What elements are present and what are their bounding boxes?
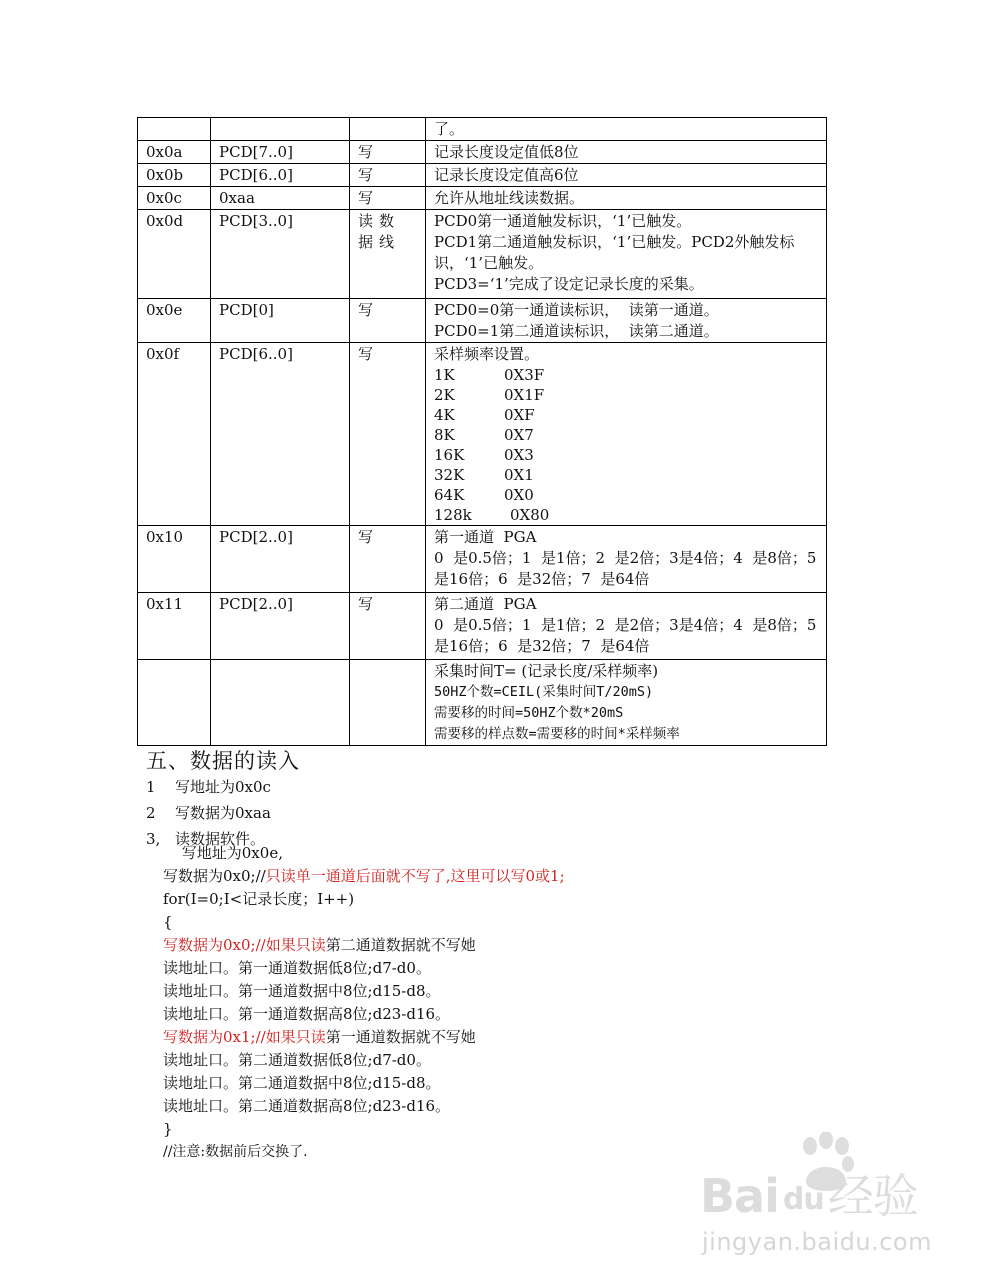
code-text: 写数据为0x0;// <box>163 867 266 885</box>
cell-mode: 写 <box>350 526 426 593</box>
cell-mode: 读数据线 <box>350 210 426 299</box>
cell-desc <box>426 141 827 164</box>
desc-line: 允许从地址线读数据。 <box>434 189 585 207</box>
freq-row <box>434 445 820 465</box>
cell-field: PCD[2..0] <box>211 593 350 660</box>
cell-addr: 0x0a <box>138 141 211 164</box>
freq-key: 1K <box>434 366 455 384</box>
desc-line: PCD0第一通道触发标识，‘1’已触发。 <box>434 212 692 230</box>
cell-addr <box>138 118 211 141</box>
cell-addr: 0x0f <box>138 343 211 526</box>
freq-value: 0X3 <box>504 446 534 464</box>
step-number: 3, <box>146 830 161 848</box>
table-row <box>138 141 827 164</box>
cell-addr: 0x0d <box>138 210 211 299</box>
freq-key: 4K <box>434 406 455 424</box>
code-highlight: 只读单一通道后面就不写了,这里可以写0或1; <box>265 867 565 885</box>
register-table <box>137 117 827 746</box>
cell-desc <box>426 164 827 187</box>
cell-field <box>211 118 350 141</box>
cell-mode: 写 <box>350 343 426 526</box>
watermark-brand <box>700 1160 918 1226</box>
freq-row <box>434 365 820 385</box>
freq-row <box>434 405 820 425</box>
watermark <box>700 1130 950 1270</box>
watermark-url: jingyan.baidu.com <box>702 1228 932 1256</box>
table-row <box>138 660 827 746</box>
cell-mode <box>350 118 426 141</box>
section-title: 五、数据的读入 <box>146 749 300 773</box>
code-line: 写地址为0x0e, <box>177 844 283 862</box>
code-block <box>163 842 565 1141</box>
cell-desc <box>426 118 827 141</box>
freq-key: 2K <box>434 386 455 404</box>
freq-value: 0X0 <box>504 486 534 504</box>
code-line <box>163 1026 565 1049</box>
freq-key: 64K <box>434 486 465 504</box>
freq-row <box>434 385 820 405</box>
table-row <box>138 118 827 141</box>
code-line: } <box>163 1120 173 1138</box>
code-line: 读地址口。第二通道数据低8位;d7-d0。 <box>163 1051 431 1069</box>
code-text: 第一通道数据就不写她 <box>325 1028 476 1046</box>
code-line: { <box>163 913 173 931</box>
code-highlight: 写数据为0x0;//如果只读 <box>163 936 326 954</box>
cell-field: PCD[7..0] <box>211 141 350 164</box>
cell-desc <box>426 299 827 343</box>
desc-line: PCD3=‘1’完成了设定记录长度的采集。 <box>434 275 704 293</box>
cell-mode <box>350 660 426 746</box>
freq-key: 8K <box>434 426 455 444</box>
desc-line: 采集时间T= (记录长度/采样频率) <box>434 662 659 680</box>
cell-desc <box>426 187 827 210</box>
brand-text: 经验 <box>827 1169 918 1223</box>
cell-mode: 写 <box>350 593 426 660</box>
desc-line: 采样频率设置。 <box>434 345 540 363</box>
cell-desc <box>426 210 827 299</box>
table-row <box>138 164 827 187</box>
desc-line: PCD0=1第二通道读标识， 读第二通道。 <box>434 322 719 340</box>
desc-line: 了。 <box>434 120 465 138</box>
cell-mode: 写 <box>350 299 426 343</box>
step-text: 写数据为0xaa <box>175 804 271 822</box>
freq-key: 16K <box>434 446 465 464</box>
steps-list <box>146 774 271 852</box>
cell-desc <box>426 343 827 526</box>
code-line: for(I=0;I<记录长度；I++) <box>163 890 355 908</box>
cell-addr: 0x0b <box>138 164 211 187</box>
desc-line: 50HZ个数=CEIL(采集时间T/20mS) <box>434 684 654 700</box>
cell-field: PCD[6..0] <box>211 164 350 187</box>
code-text: 第二通道数据就不写她 <box>325 936 476 954</box>
cell-field: PCD[6..0] <box>211 343 350 526</box>
freq-row <box>434 485 820 505</box>
freq-value: 0X3F <box>504 366 545 384</box>
code-line: 读地址口。第一通道数据高8位;d23-d16。 <box>163 1005 451 1023</box>
code-line <box>163 934 565 957</box>
freq-key: 128k <box>434 506 472 524</box>
desc-line: 第二通道 PGA <box>434 595 537 613</box>
cell-addr: 0x0c <box>138 187 211 210</box>
freq-key: 32K <box>434 466 465 484</box>
desc-line: 0 是0.5倍；1 是1倍；2 是2倍；3是4倍；4 是8倍；5是16倍；6 是32倍；7 是64倍 <box>434 549 817 588</box>
desc-line: 0 是0.5倍；1 是1倍；2 是2倍；3是4倍；4 是8倍；5是16倍；6 是32倍；7 是64倍 <box>434 616 817 655</box>
code-line: 读地址口。第二通道数据中8位;d15-d8。 <box>163 1074 441 1092</box>
step-number: 2 <box>146 804 156 822</box>
table-row <box>138 526 827 593</box>
table-row <box>138 299 827 343</box>
table-row <box>138 187 827 210</box>
cell-desc <box>426 593 827 660</box>
cell-addr: 0x10 <box>138 526 211 593</box>
cell-addr: 0x0e <box>138 299 211 343</box>
code-highlight: 写数据为0x1;//如果只读 <box>163 1028 326 1046</box>
cell-field: PCD[2..0] <box>211 526 350 593</box>
desc-line: PCD0=0第一通道读标识， 读第一通道。 <box>434 301 719 319</box>
cell-mode: 写 <box>350 187 426 210</box>
freq-row <box>434 505 820 525</box>
cell-field: 0xaa <box>211 187 350 210</box>
freq-value: 0X1F <box>504 386 545 404</box>
freq-value: 0X1 <box>504 466 534 484</box>
cell-field: PCD[3..0] <box>211 210 350 299</box>
freq-row <box>434 465 820 485</box>
table-row <box>138 210 827 299</box>
desc-line: 记录长度设定值高6位 <box>434 166 579 184</box>
step-text: 写地址为0x0c <box>175 778 271 796</box>
code-line: 读地址口。第一通道数据低8位;d7-d0。 <box>163 959 431 977</box>
brand-text: Bai <box>700 1169 779 1223</box>
table-row <box>138 593 827 660</box>
table-row <box>138 343 827 526</box>
freq-value: 0XF <box>504 406 535 424</box>
cell-desc <box>426 526 827 593</box>
freq-row <box>434 425 820 445</box>
code-line: 读地址口。第二通道数据高8位;d23-d16。 <box>163 1097 451 1115</box>
desc-line: 需要移的样点数=需要移的时间*采样频率 <box>434 726 680 742</box>
cell-addr <box>138 660 211 746</box>
code-line: 读地址口。第一通道数据中8位;d15-d8。 <box>163 982 441 1000</box>
list-item <box>146 800 271 826</box>
desc-line: 第一通道 PGA <box>434 528 537 546</box>
desc-line: 需要移的时间=50HZ个数*20mS <box>434 705 624 721</box>
freq-value: 0X80 <box>510 506 550 524</box>
cell-field <box>211 660 350 746</box>
cell-addr: 0x11 <box>138 593 211 660</box>
note-text: //注意:数据前后交换了. <box>163 1144 308 1160</box>
step-text: 读数据软件。 <box>175 830 266 848</box>
brand-paw-text: du <box>782 1182 824 1217</box>
cell-mode: 写 <box>350 164 426 187</box>
freq-value: 0X7 <box>504 426 534 444</box>
step-number: 1 <box>146 778 156 796</box>
cell-desc <box>426 660 827 746</box>
desc-line: PCD1第二通道触发标识，‘1’已触发。PCD2外触发标识，‘1’已触发。 <box>434 233 795 272</box>
desc-line: 记录长度设定值低8位 <box>434 143 579 161</box>
cell-mode: 写 <box>350 141 426 164</box>
code-line <box>163 865 565 888</box>
list-item <box>146 774 271 800</box>
cell-field: PCD[0] <box>211 299 350 343</box>
